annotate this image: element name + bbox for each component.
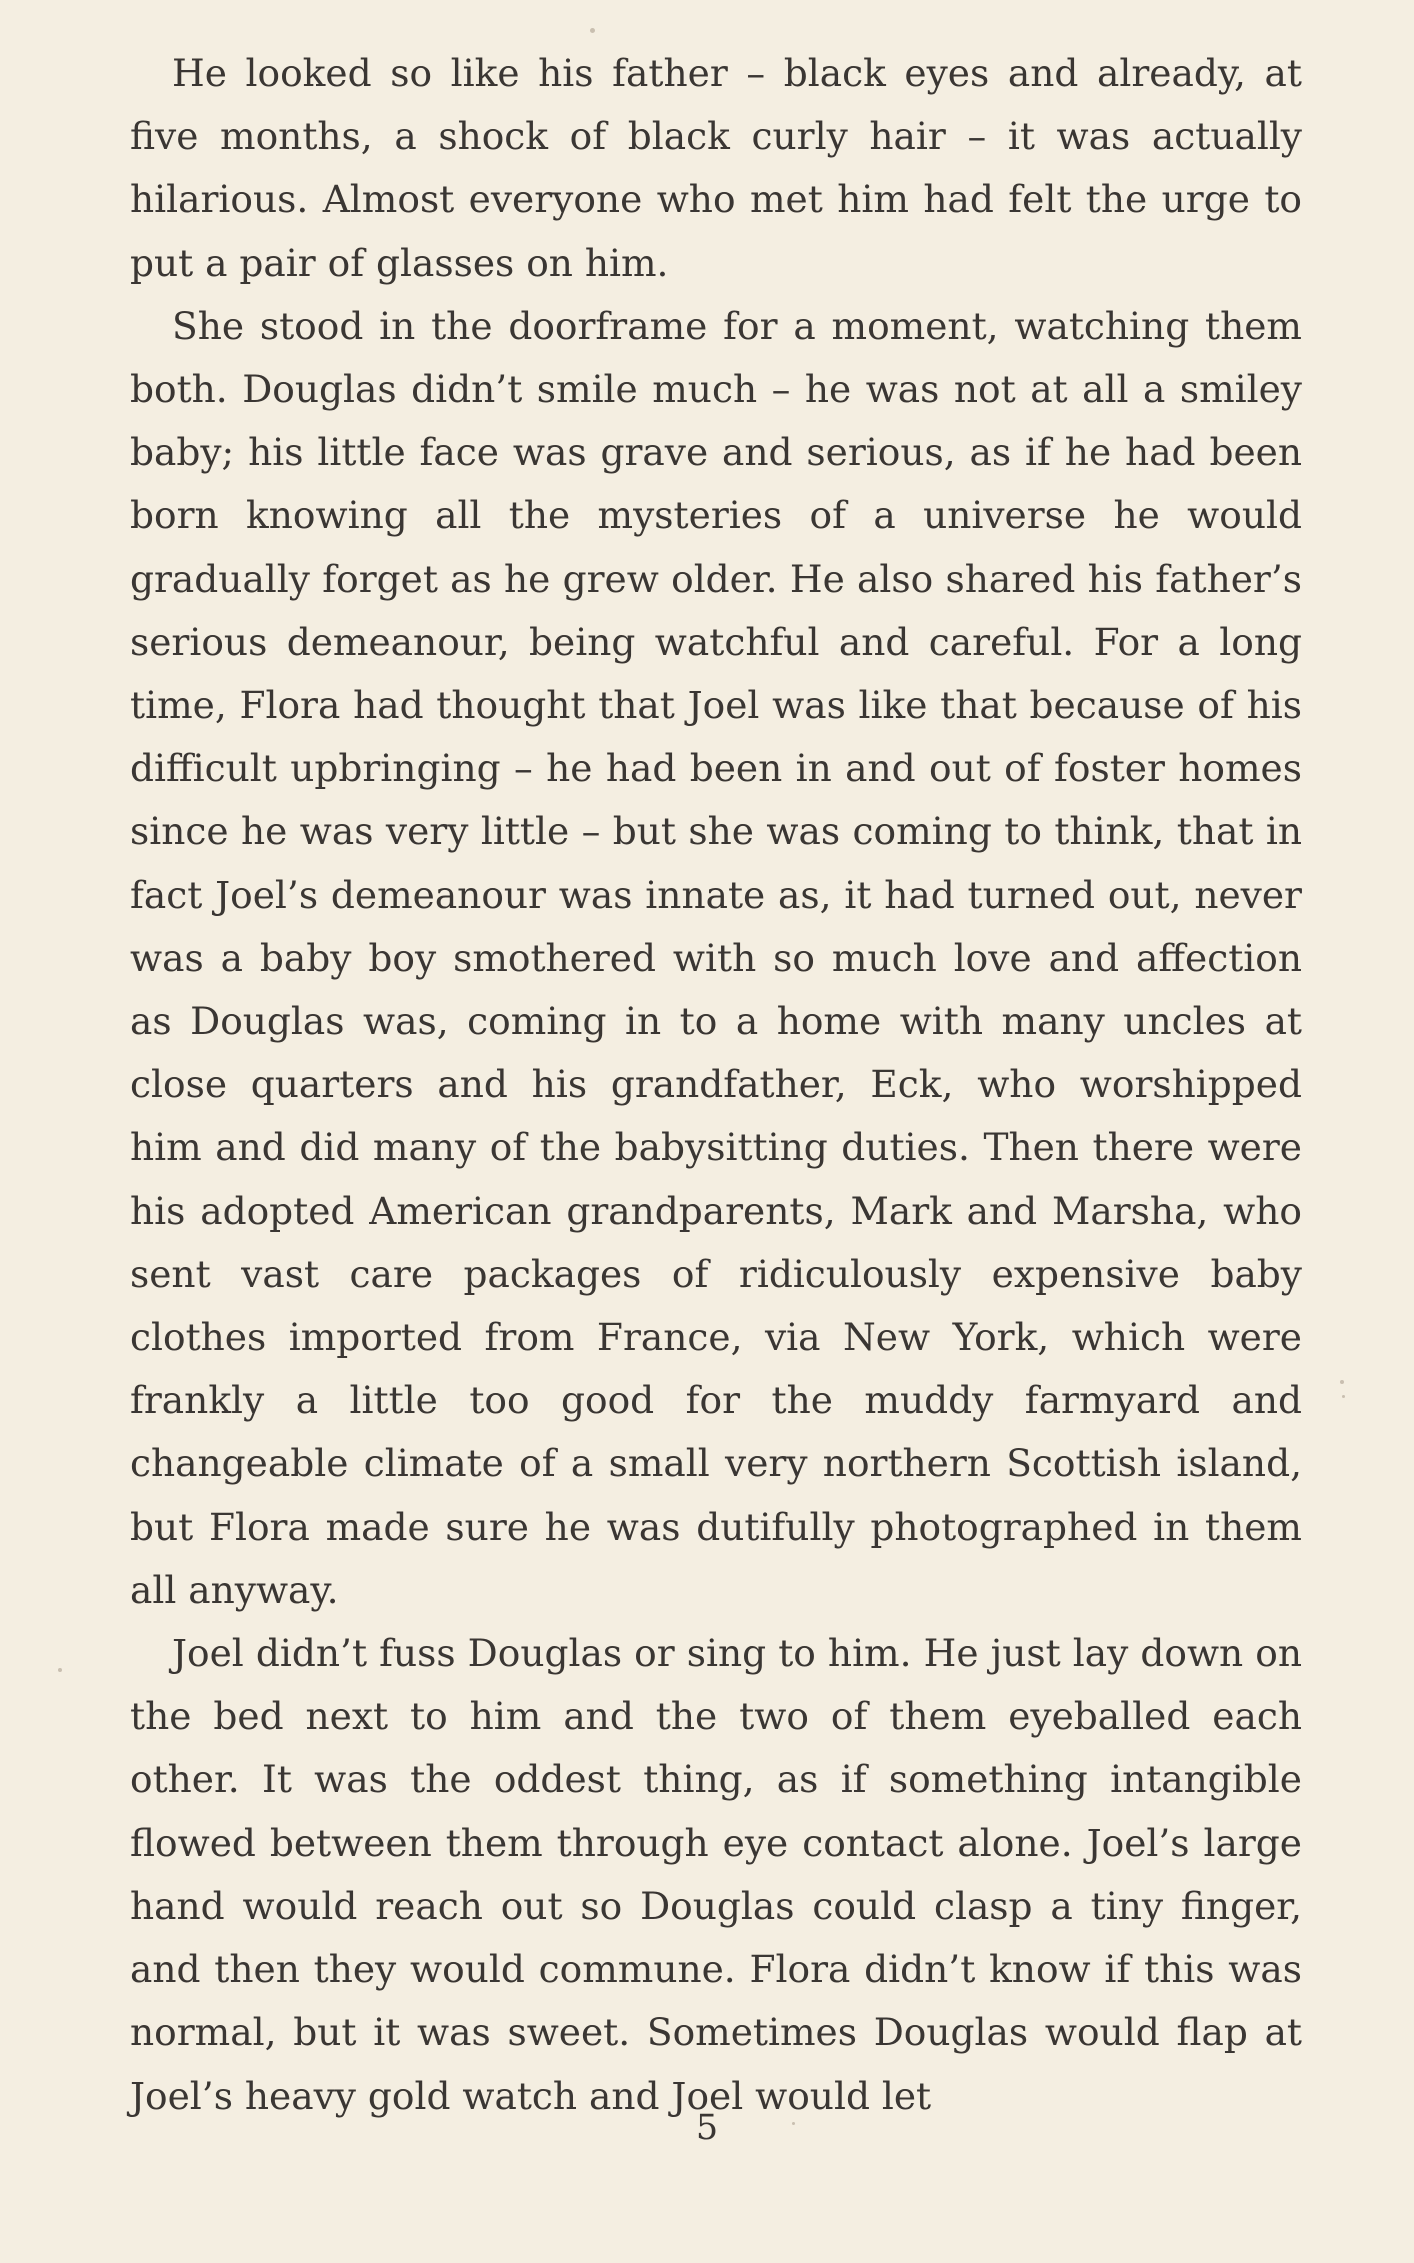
paragraph: She stood in the doorframe for a moment, watching them both. Douglas didn’t smile much – he was not at all a smiley baby; his little face was grave and serious, as if he had been born knowing all the mysteries of a universe he would gradually forget as he grew older. He also shared his father’s serious demeanour, being watchful and careful. For a long time, Flora had thought that Joel was like that because of his difficult upbringing – he had been in and out of foster homes since he was very little – but she was coming to think, that in fact Joel’s demeanour was innate as, it had turned out, never was a baby boy smothered with so much love and affection as Douglas was, coming in to a home with many uncles at close quarters and his grandfather, Eck, who worshipped him and did many of the babysitting duties. Then there were his adopted American grandparents, Mark and Marsha, who sent vast care packages of ridiculously expensive baby clothes imported from France, via New York, which were frankly a little too good for the muddy farmyard and changeable climate of a small very northern Scottish island, but Flora made sure he was dutifully photographed in them all anyway. — [130, 303, 1302, 1612]
body-text — [130, 42, 1302, 2128]
paragraph: Joel didn’t fuss Douglas or sing to him. He just lay down on the bed next to him and the two of them eyeballed each other. It was the oddest thing, as if something intangible flowed between them through eye contact alone. Joel’s large hand would reach out so Douglas could clasp a tiny finger, and then they would commune. Flora didn’t know if this was normal, but it was sweet. Sometimes Douglas would flap at Joel’s heavy gold watch and Joel would let — [130, 1631, 1302, 2118]
page-number: 5 — [695, 2108, 719, 2148]
paper-speck — [590, 28, 595, 33]
paper-speck — [1342, 1395, 1345, 1398]
paper-speck — [58, 1668, 62, 1672]
paper-speck — [1340, 1380, 1344, 1384]
paragraph: He looked so like his father – black eyes and already, at five months, a shock of black curly hair – it was actually hilarious. Almost everyone who met him had felt the urge to put a pair of glasses on him. — [130, 51, 1302, 285]
